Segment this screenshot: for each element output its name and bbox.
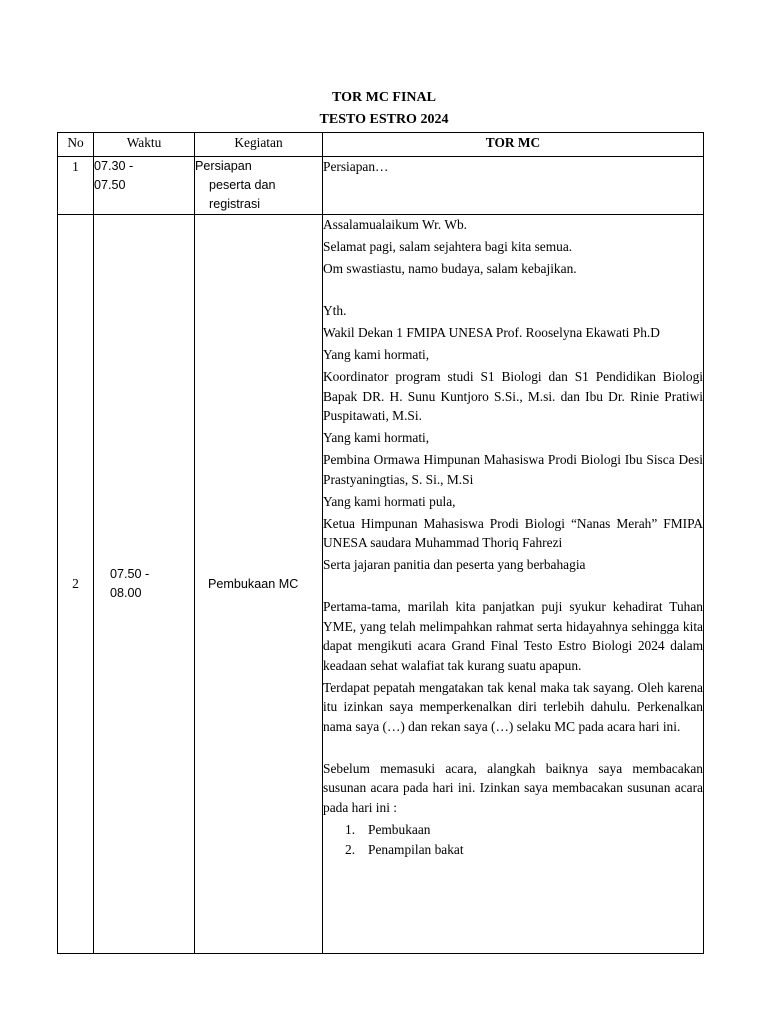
table-row [58, 215, 704, 954]
tor-paragraph: Yang kami hormati, [323, 347, 430, 362]
tor-paragraph: Ketua Himpunan Mahasiswa Prodi Biologi “Nanas Merah” FMIPA UNESA saudara Muhammad Thoriq Fahrezi [323, 515, 703, 550]
tor-paragraph: Koordinator program studi S1 Biologi dan S1 Pendidikan Biologi Bapak DR. H. Sunu Kuntjoro S.Si., M.si. dan Ibu Dr. Rinie Pratiwi Puspitawati, M.Si. [323, 369, 703, 423]
header-kegiatan: Kegiatan [195, 133, 323, 157]
document-title: TOR MC FINAL [332, 90, 436, 105]
activity-line: registrasi [209, 197, 261, 211]
row-tor-text [323, 157, 704, 215]
list-item-label: Penampilan bakat [368, 841, 464, 857]
row-number: 1 [58, 157, 94, 215]
time-start: 07.30 - [94, 159, 134, 173]
list-item-label: Pembukaan [368, 821, 431, 837]
table-row [58, 157, 704, 215]
tor-paragraph: Pembina Ormawa Himpunan Mahasiswa Prodi Biologi Ibu Sisca Desi Prastyaningtias, S. Si., M.Si [323, 452, 703, 487]
tor-paragraph: Pertama-tama, marilah kita panjatkan puji syukur kehadirat Tuhan YME, yang telah melimpahkan rahmat serta hidayahnya sehingga kita dapat mengikuti acara Grand Final Testo Estro Biologi 2024 dalam keadaan sehat walafiat tak kurang suatu apapun. [323, 599, 703, 673]
row-time [94, 215, 195, 954]
activity-line: Persiapan [195, 159, 252, 173]
time-start: 07.50 - [110, 567, 150, 581]
row-activity [195, 157, 323, 215]
row-number: 2 [58, 215, 94, 954]
tor-paragraph: Yang kami hormati pula, [323, 493, 456, 509]
header-tor: TOR MC [323, 133, 704, 157]
list-item [323, 840, 703, 860]
tor-greeting: Selamat pagi, salam sejahtera bagi kita semua. [323, 239, 573, 254]
row-time [94, 157, 195, 215]
tor-greeting: Om swastiastu, namo budaya, salam kebajikan. [323, 261, 577, 276]
tor-paragraph: Persiapan… [323, 159, 389, 174]
list-item-number: 2. [345, 841, 356, 857]
header-waktu: Waktu [94, 133, 195, 157]
header-no: No [58, 133, 94, 157]
tor-paragraph: Yang kami hormati, [323, 430, 430, 445]
agenda-list [323, 820, 703, 860]
activity-line: peserta dan [209, 178, 276, 192]
time-end: 08.00 [110, 586, 142, 600]
tor-greeting: Assalamualaikum Wr. Wb. [323, 217, 468, 232]
list-item [323, 820, 703, 840]
tor-paragraph: Wakil Dekan 1 FMIPA UNESA Prof. Rooselyna Ekawati Ph.D [323, 325, 660, 340]
list-item-number: 1. [345, 821, 356, 837]
document-subtitle: TESTO ESTRO 2024 [319, 112, 449, 127]
tor-paragraph: Sebelum memasuki acara, alangkah baiknya saya membacakan susunan acara pada hari ini. Izinkan saya membacakan susunan acara pada hari ini : [323, 760, 703, 815]
table-header-row [58, 133, 704, 157]
tor-table [57, 132, 704, 954]
row-tor-text [323, 215, 704, 954]
row-activity: Pembukaan MC [195, 215, 323, 954]
tor-paragraph: Serta jajaran panitia dan peserta yang berbahagia [323, 557, 586, 572]
tor-salutation: Yth. [323, 303, 347, 318]
time-end: 07.50 [94, 178, 126, 192]
tor-paragraph: Terdapat pepatah mengatakan tak kenal maka tak sayang. Oleh karena itu izinkan saya memperkenalkan diri terlebih dahulu. Perkenalkan nama saya (…) dan rekan saya (…) selaku MC pada acara hari ini. [323, 679, 703, 734]
